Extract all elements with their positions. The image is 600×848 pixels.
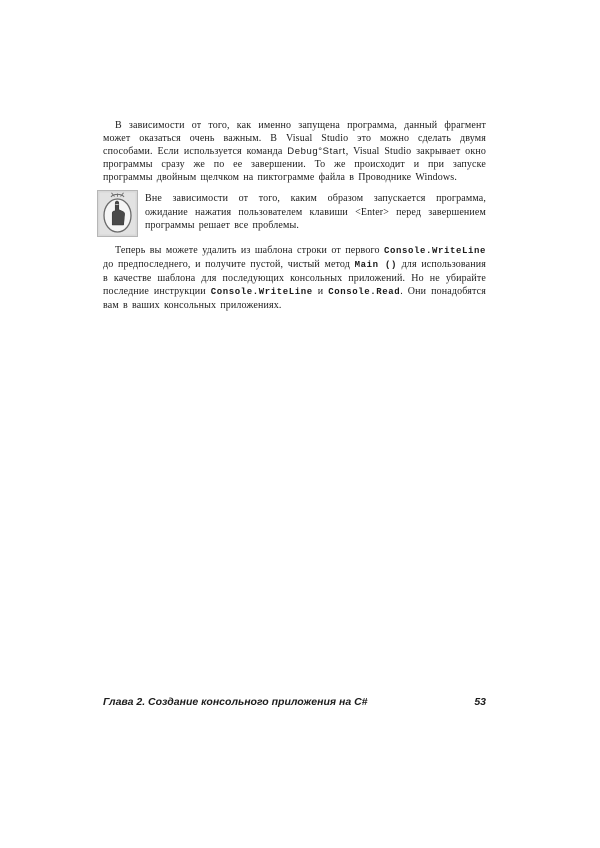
paragraph-text: В зависимости от того, как именно запущена программа, данный фрагмент может оказаться очень важным. В Visual Studio это можно сделать двумя способами. Если используется команда (103, 120, 486, 157)
code-console-read: Console.Read (328, 287, 401, 297)
code-console-writeline: Console.WriteLine (383, 246, 486, 256)
paragraph-text: . Они понадобятся вам в ваших консольных приложениях. (103, 286, 486, 311)
paragraph-text: , Visual Studio закрывает окно программы сразу же по ее завершении. То же происходит и при запуске программы двойным щелчком на пиктограмме файла в Проводнике Windows. (103, 146, 486, 183)
remember-hand-icon (97, 190, 138, 237)
paragraph-program-launch (103, 119, 486, 184)
menu-command-debug-start: Debug°Start (287, 146, 346, 157)
paragraph-text: и (312, 286, 329, 297)
code-console-writeline: Console.WriteLine (210, 287, 313, 297)
paragraph-text: Теперь вы можете удалить из шаблона строки от первого (115, 245, 384, 256)
page-footer (103, 696, 486, 708)
footer-page-number: 53 (474, 696, 486, 708)
paragraph-text: для использования в качестве шаблона для последующих консольных приложений. Но не убирайте последние инструкции (103, 259, 486, 297)
page-text-block (103, 119, 486, 312)
code-main-method: Main () (354, 260, 398, 270)
paragraph-template-cleanup (103, 244, 486, 312)
remember-note (97, 190, 486, 237)
footer-chapter-title: Глава 2. Создание консольного приложения на C# (103, 696, 368, 708)
note-text: Вне зависимости от того, каким образом запускается программа, ожидание нажатия пользователем клавиши <Enter> перед завершением программы решает все проблемы. (145, 193, 486, 231)
paragraph-text: до предпоследнего, и получите пустой, чистый метод (103, 259, 355, 270)
